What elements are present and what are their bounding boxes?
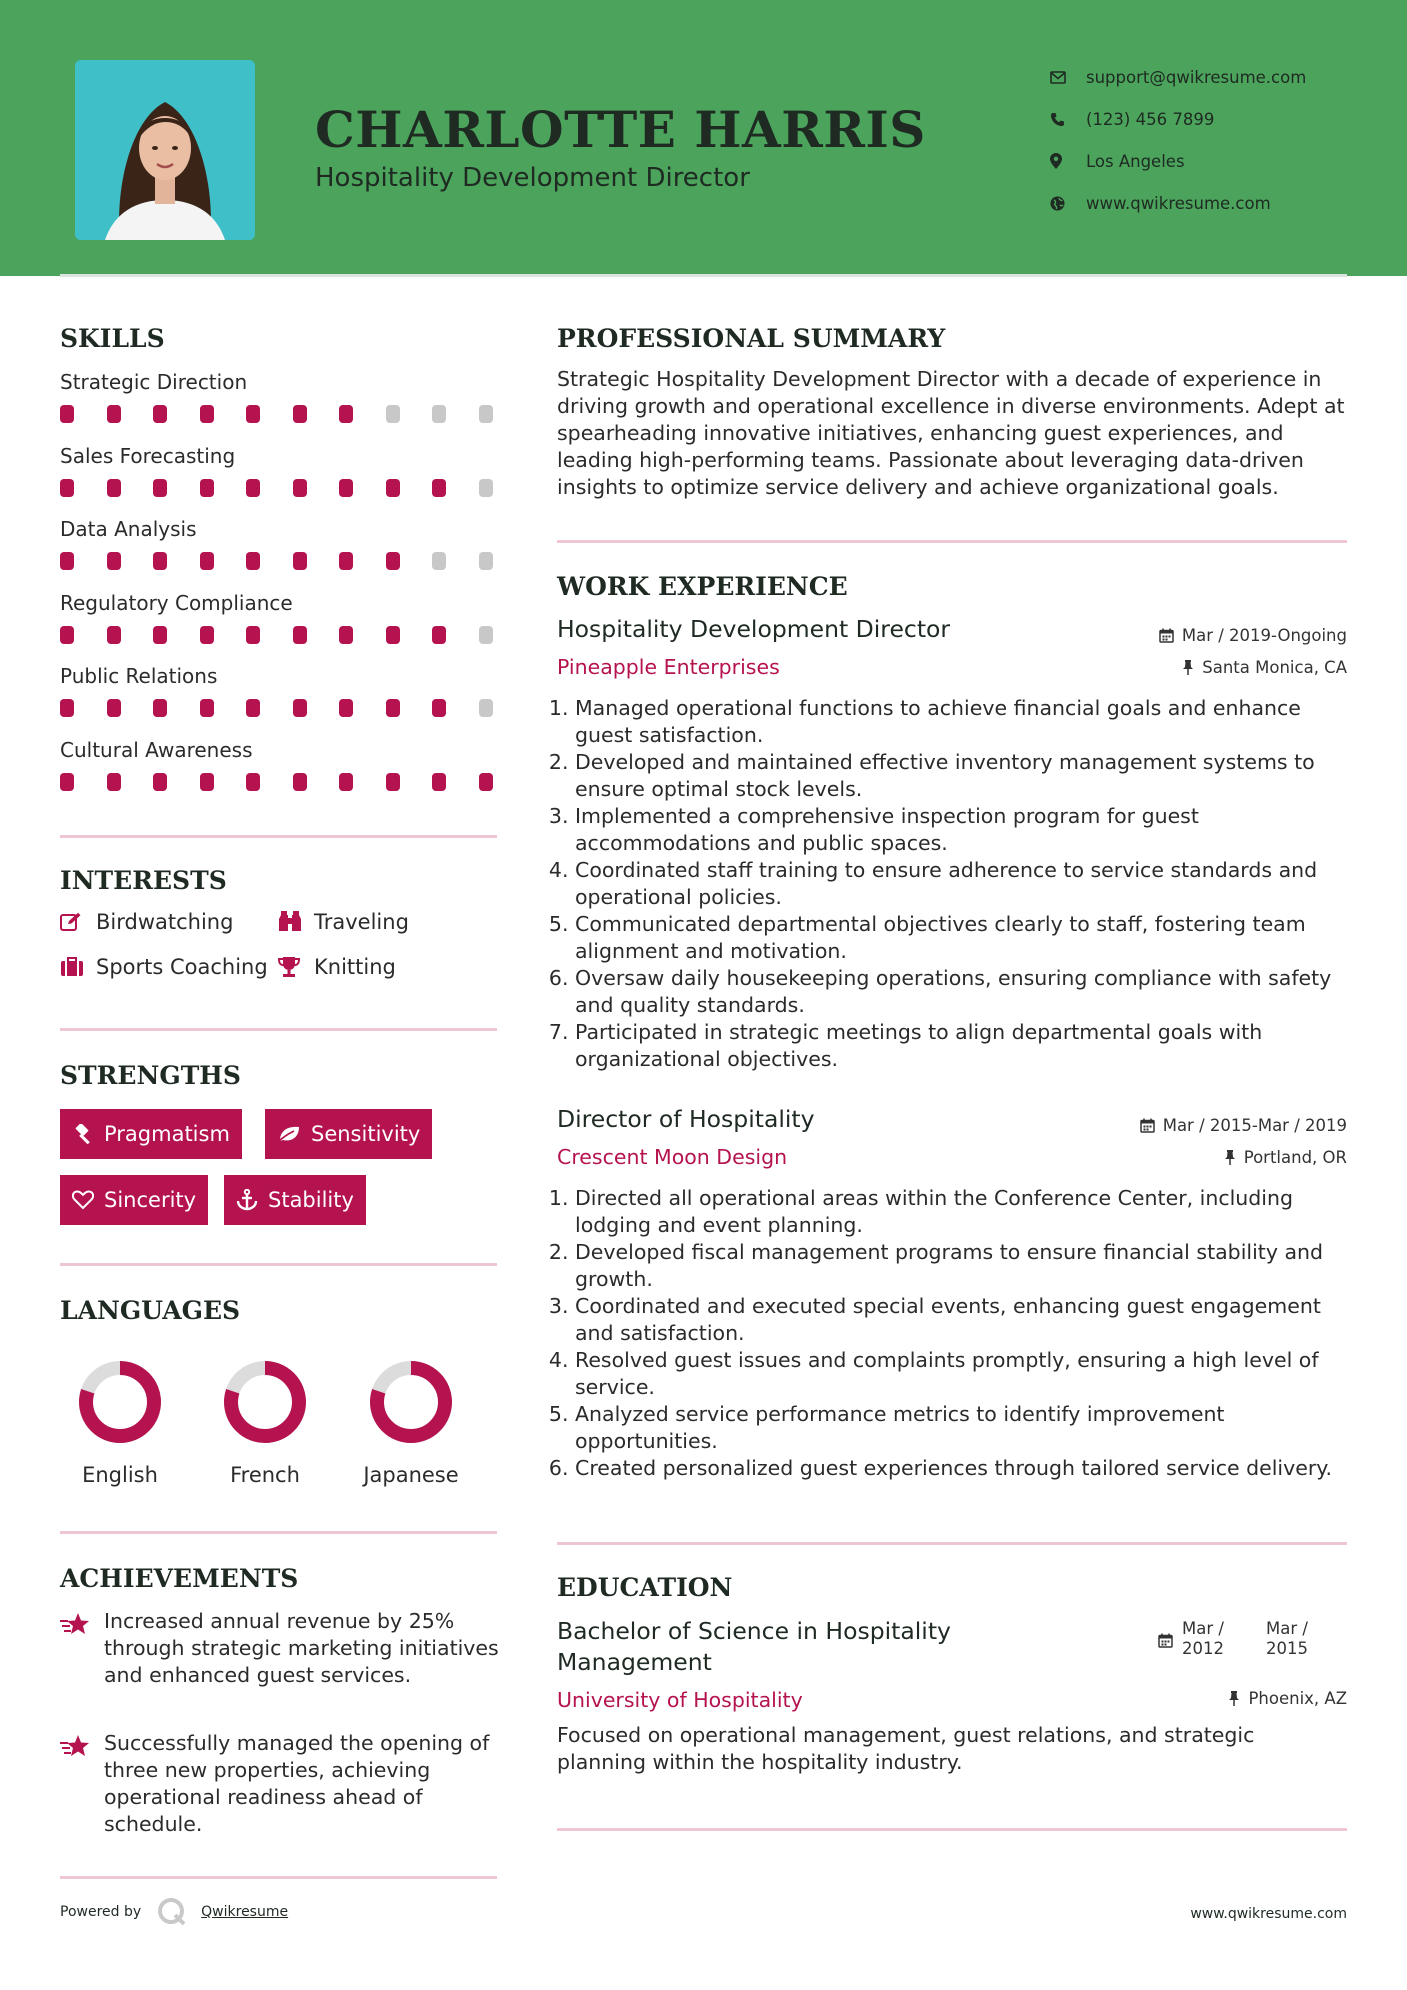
achievement-item — [60, 1730, 500, 1838]
rating-dot-filled — [153, 626, 167, 644]
achievement-text: Successfully managed the opening of three new properties, achieving operational readiness ahead of schedule. — [104, 1731, 490, 1836]
rating-dot-filled — [107, 405, 121, 423]
education-start-year: 2012 — [1182, 1639, 1224, 1658]
rating-dot-filled — [246, 552, 260, 570]
education-degree-line2: Management — [557, 1648, 712, 1676]
skills-heading: SKILLS — [60, 324, 165, 353]
language-item — [65, 1357, 175, 1487]
achievements-heading: ACHIEVEMENTS — [60, 1564, 299, 1593]
job-date-text: Mar / 2019-Ongoing — [1181, 626, 1347, 645]
education-description: Focused on operational management, guest relations, and strategic planning within the hospitality industry. — [557, 1723, 1255, 1774]
language-proficiency-ring — [75, 1357, 165, 1447]
rating-dot-empty — [479, 626, 493, 644]
duty-item: 5. Communicated departmental objectives clearly to staff, fostering team alignment and motivation. — [575, 911, 1355, 965]
rating-dot-filled — [107, 626, 121, 644]
education-start-date — [1182, 1619, 1224, 1659]
footer-powered-by — [60, 1897, 288, 1927]
job-company: Crescent Moon Design — [557, 1145, 788, 1169]
rating-dot-filled — [339, 405, 353, 423]
binoculars-icon — [278, 911, 314, 933]
contact-website-text: www.qwikresume.com — [1086, 193, 1271, 213]
achievements-divider — [60, 1876, 497, 1879]
candidate-title: Hospitality Development Director — [315, 163, 750, 193]
rating-dot-filled — [293, 773, 307, 791]
globe-icon — [1050, 196, 1086, 211]
contact-location-text: Los Angeles — [1086, 151, 1185, 171]
job-company: Pineapple Enterprises — [557, 655, 780, 679]
skills-divider — [60, 835, 497, 838]
language-name: English — [82, 1463, 158, 1487]
summary-text: Strategic Hospitality Development Director with a decade of experience in driving growth and operational excellence in diverse environments. Adept at spearheading innovative initiatives, enhancing guest experiences, and leading high-performing teams. Passionate about leveraging data-driven insights to optimize service delivery and achieve organizational goals. — [557, 367, 1345, 499]
rating-dot-filled — [200, 773, 214, 791]
rating-dot-filled — [293, 626, 307, 644]
rating-dot-filled — [200, 405, 214, 423]
rating-dot-filled — [386, 626, 400, 644]
education-location — [1228, 1689, 1347, 1708]
interests-divider — [60, 1028, 497, 1031]
rating-dot-filled — [246, 626, 260, 644]
duty-item: 2. Developed and maintained effective inventory management systems to ensure optimal stock levels. — [575, 749, 1355, 803]
header-divider — [60, 274, 1347, 277]
gavel-icon — [72, 1124, 94, 1144]
map-marker-icon — [1050, 153, 1086, 169]
duty-item: 2. Developed fiscal management programs to ensure financial stability and growth. — [575, 1239, 1355, 1293]
interest-label: Birdwatching — [96, 910, 234, 934]
rating-dot-empty — [479, 699, 493, 717]
job-location — [1182, 658, 1347, 677]
strength-label: Stability — [268, 1188, 354, 1212]
rating-dot-filled — [339, 479, 353, 497]
rating-dot-filled — [479, 773, 493, 791]
education-school: University of Hospitality — [557, 1688, 803, 1712]
pushpin-icon — [1182, 660, 1194, 675]
rating-dot-filled — [107, 479, 121, 497]
skill-name: Strategic Direction — [60, 370, 248, 394]
anchor-icon — [236, 1189, 258, 1211]
pushpin-icon — [1228, 1691, 1240, 1706]
job-date — [1140, 1116, 1347, 1135]
rating-dot-filled — [432, 699, 446, 717]
heart-icon — [72, 1190, 94, 1210]
rating-dot-empty — [432, 405, 446, 423]
rating-dot-filled — [153, 552, 167, 570]
interest-label: Sports Coaching — [96, 955, 268, 979]
education-degree-line1: Bachelor of Science in Hospitality — [557, 1617, 951, 1645]
achievement-item — [60, 1608, 500, 1689]
rating-dot-filled — [386, 699, 400, 717]
rating-dot-filled — [153, 479, 167, 497]
duty-item: 1. Managed operational functions to achieve financial goals and enhance guest satisfaction. — [575, 695, 1355, 749]
strength-label: Sensitivity — [311, 1122, 421, 1146]
interests-heading: INTERESTS — [60, 866, 227, 895]
job-role: Hospitality Development Director — [557, 615, 951, 643]
interest-sports-coaching — [60, 955, 268, 979]
briefcase-icon — [60, 957, 96, 977]
education-heading: EDUCATION — [557, 1573, 733, 1602]
strengths-divider — [60, 1263, 497, 1266]
rating-dot-filled — [339, 699, 353, 717]
language-proficiency-ring — [366, 1357, 456, 1447]
rating-dot-filled — [246, 773, 260, 791]
rating-dot-filled — [60, 773, 74, 791]
job-date-text: Mar / 2015-Mar / 2019 — [1162, 1116, 1347, 1135]
resume-header — [0, 0, 1407, 276]
strength-label: Sincerity — [104, 1188, 197, 1212]
experience-divider — [557, 1542, 1347, 1545]
rating-dot-filled — [386, 479, 400, 497]
job-location — [1224, 1148, 1347, 1167]
job-date — [1159, 626, 1347, 645]
duty-item: 3. Coordinated and executed special events, enhancing guest engagement and satisfaction. — [575, 1293, 1355, 1347]
skill-rating — [60, 773, 525, 791]
education-divider — [557, 1828, 1347, 1831]
contact-phone[interactable] — [1050, 98, 1306, 140]
duty-item: 1. Directed all operational areas within the Conference Center, including lodging and event planning. — [575, 1185, 1355, 1239]
skill-rating — [60, 479, 525, 497]
rating-dot-filled — [432, 773, 446, 791]
strength-tag-pragmatism — [60, 1109, 242, 1159]
rating-dot-filled — [60, 626, 74, 644]
languages-divider — [60, 1531, 497, 1534]
rating-dot-empty — [479, 479, 493, 497]
skill-name: Sales Forecasting — [60, 443, 236, 468]
rating-dot-filled — [293, 405, 307, 423]
candidate-name: CHARLOTTE HARRIS — [315, 100, 926, 159]
rating-dot-filled — [339, 773, 353, 791]
skill-rating — [60, 405, 525, 423]
language-name: French — [230, 1463, 300, 1487]
rating-dot-filled — [107, 552, 121, 570]
job-duties-list — [575, 695, 1355, 1073]
interest-label: Knitting — [314, 955, 396, 979]
education-location-text: Phoenix, AZ — [1248, 1689, 1347, 1708]
strengths-heading: STRENGTHS — [60, 1061, 241, 1090]
calendar-icon — [1158, 1633, 1173, 1652]
summary-divider — [557, 540, 1347, 543]
rating-dot-filled — [339, 552, 353, 570]
rating-dot-filled — [60, 699, 74, 717]
language-proficiency-ring — [220, 1357, 310, 1447]
duty-item: 7. Participated in strategic meetings to align departmental goals with organizational objectives. — [575, 1019, 1355, 1073]
qwikresume-link[interactable]: Qwikresume — [201, 1904, 289, 1920]
strength-tag-sensitivity — [265, 1109, 432, 1159]
rating-dot-filled — [293, 552, 307, 570]
education-end-date — [1266, 1619, 1308, 1659]
duty-item: 4. Coordinated staff training to ensure adherence to service standards and operational policies. — [575, 857, 1355, 911]
edit-icon — [60, 912, 96, 932]
rating-dot-filled — [60, 552, 74, 570]
qwikresume-logo-icon — [157, 1897, 187, 1927]
contact-phone-text: (123) 456 7899 — [1086, 109, 1215, 129]
languages-heading: LANGUAGES — [60, 1296, 241, 1325]
rating-dot-filled — [386, 552, 400, 570]
trophy-icon — [278, 956, 314, 978]
contact-email-text: support@qwikresume.com — [1086, 67, 1307, 87]
education-end-month: Mar / — [1266, 1619, 1308, 1638]
skill-name: Data Analysis — [60, 517, 197, 541]
rating-dot-filled — [246, 699, 260, 717]
education-start-month: Mar / — [1182, 1619, 1224, 1638]
education-end-year: 2015 — [1266, 1639, 1308, 1658]
interest-knitting — [278, 955, 396, 979]
language-name: Japanese — [363, 1463, 459, 1487]
pushpin-icon — [1224, 1150, 1236, 1165]
rating-dot-filled — [153, 773, 167, 791]
experience-heading: WORK EXPERIENCE — [557, 572, 848, 601]
duty-item: 3. Implemented a comprehensive inspection program for guest accommodations and public spaces. — [575, 803, 1355, 857]
achievement-text: Increased annual revenue by 25% through strategic marketing initiatives and enhanced guest services. — [104, 1609, 499, 1687]
rating-dot-filled — [107, 773, 121, 791]
profile-photo — [75, 60, 255, 240]
rating-dot-filled — [200, 626, 214, 644]
language-item — [210, 1357, 320, 1487]
star-icon — [60, 1730, 104, 1838]
rating-dot-filled — [60, 405, 74, 423]
contact-list — [1050, 56, 1306, 224]
strength-label: Pragmatism — [104, 1122, 230, 1146]
rating-dot-filled — [60, 479, 74, 497]
interest-birdwatching — [60, 910, 233, 934]
powered-by-label: Powered by — [60, 1904, 142, 1920]
skill-rating — [60, 699, 525, 717]
rating-dot-filled — [432, 479, 446, 497]
contact-location — [1050, 140, 1306, 182]
skill-rating — [60, 626, 525, 644]
job-duties-list — [575, 1185, 1355, 1482]
rating-dot-filled — [432, 626, 446, 644]
rating-dot-filled — [246, 405, 260, 423]
skill-rating — [60, 552, 525, 570]
skill-name: Cultural Awareness — [60, 737, 253, 762]
interest-traveling — [278, 910, 409, 934]
rating-dot-filled — [339, 626, 353, 644]
duty-item: 6. Created personalized guest experiences through tailored service delivery. — [575, 1455, 1355, 1482]
job-role: Director of Hospitality — [557, 1105, 815, 1133]
skill-name: Regulatory Compliance — [60, 590, 293, 615]
rating-dot-filled — [107, 699, 121, 717]
rating-dot-filled — [200, 699, 214, 717]
skill-name: Public Relations — [60, 664, 218, 688]
job-location-text: Santa Monica, CA — [1202, 658, 1347, 677]
envelope-icon — [1050, 71, 1086, 84]
duty-item: 4. Resolved guest issues and complaints promptly, ensuring a high level of service. — [575, 1347, 1355, 1401]
language-item — [356, 1357, 466, 1487]
contact-email[interactable] — [1050, 56, 1306, 98]
leaf-icon — [277, 1125, 301, 1143]
rating-dot-filled — [293, 479, 307, 497]
job-location-text: Portland, OR — [1243, 1148, 1347, 1167]
rating-dot-filled — [200, 479, 214, 497]
duty-item: 5. Analyzed service performance metrics to identify improvement opportunities. — [575, 1401, 1355, 1455]
calendar-icon — [1140, 1118, 1155, 1133]
phone-icon — [1050, 112, 1086, 127]
rating-dot-filled — [293, 699, 307, 717]
rating-dot-filled — [386, 773, 400, 791]
strength-tag-stability — [224, 1175, 366, 1225]
rating-dot-filled — [246, 479, 260, 497]
summary-heading: PROFESSIONAL SUMMARY — [557, 324, 946, 353]
rating-dot-filled — [200, 552, 214, 570]
interest-label: Traveling — [314, 910, 409, 934]
star-icon — [60, 1608, 104, 1689]
rating-dot-empty — [479, 552, 493, 570]
footer-url[interactable]: www.qwikresume.com — [1190, 1906, 1347, 1922]
strength-tag-sincerity — [60, 1175, 208, 1225]
rating-dot-filled — [153, 405, 167, 423]
rating-dot-filled — [153, 699, 167, 717]
rating-dot-empty — [479, 405, 493, 423]
rating-dot-empty — [386, 405, 400, 423]
rating-dot-empty — [432, 552, 446, 570]
duty-item: 6. Oversaw daily housekeeping operations, ensuring compliance with safety and quality standards. — [575, 965, 1355, 1019]
calendar-icon — [1159, 628, 1174, 643]
contact-website[interactable] — [1050, 182, 1306, 224]
